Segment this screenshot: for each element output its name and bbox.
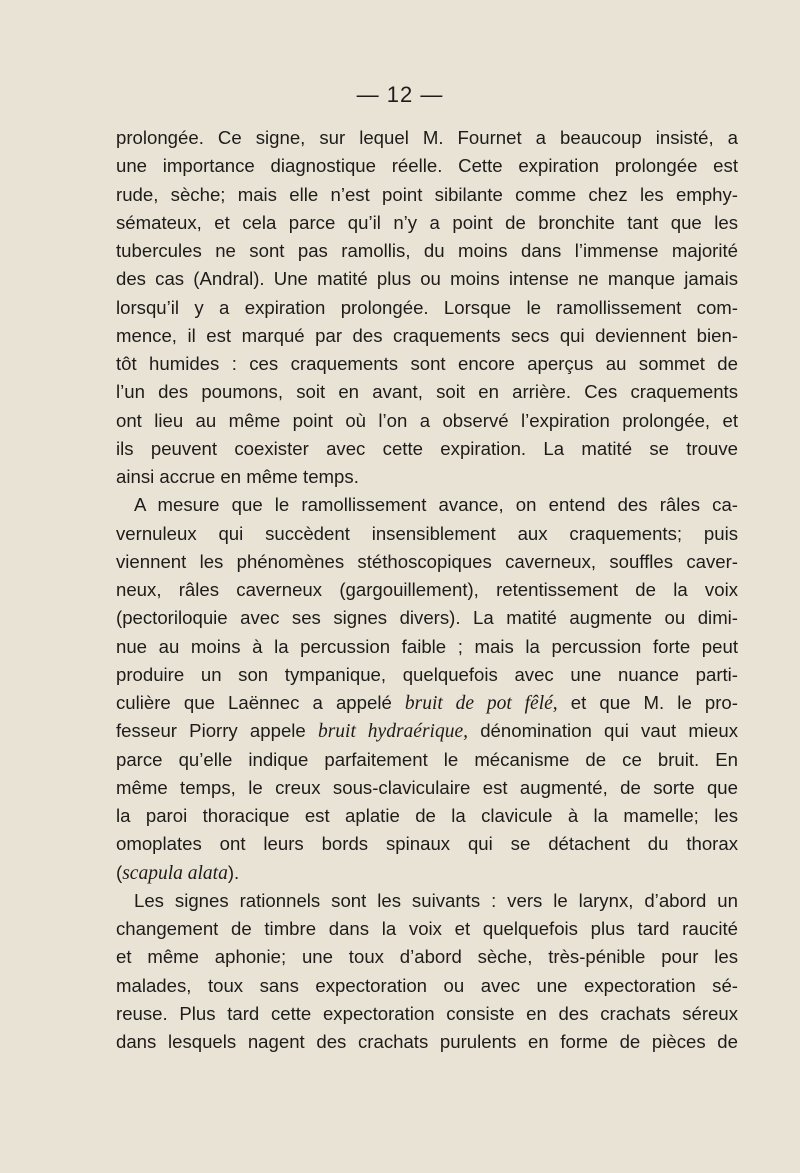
italic-term: scapula alata (122, 862, 228, 884)
text-line (116, 463, 738, 491)
text-line (116, 181, 738, 209)
text-line (116, 915, 738, 943)
line-text: culière que Laënnec a appelé (116, 692, 405, 713)
body-text (116, 124, 738, 1056)
line-text: tubercules ne sont pas ramollis, du moins dans l’immense majorité (116, 240, 738, 261)
text-line (116, 491, 738, 519)
line-text: ( (116, 861, 123, 883)
text-line (116, 576, 738, 604)
line-text: parce qu’elle indique parfaitement le mécanisme de ce bruit. En (116, 748, 738, 770)
line-text: mence, il est marqué par des craquements secs qui deviennent bien- (116, 324, 738, 346)
text-line (116, 633, 738, 661)
italic-term: bruit de pot fêlé, (404, 693, 558, 714)
text-line (116, 859, 738, 887)
text-line (116, 124, 738, 152)
line-text: des cas (Andral). Une matité plus ou moins intense ne manque jamais (116, 268, 738, 290)
text-line (116, 378, 738, 406)
text-line (116, 152, 738, 180)
text-line (116, 689, 738, 717)
italic-term: bruit hydraérique, (317, 721, 468, 743)
line-text: A mesure que le ramollissement avance, on entend des râles ca- (134, 494, 738, 516)
text-line (116, 209, 738, 237)
line-text: sémateux, et cela parce qu’il n’y a point de bronchite tant que les (116, 211, 738, 233)
text-line (116, 435, 738, 463)
line-text: viennent les phénomènes stéthoscopiques caverneux, souffles caver- (116, 550, 738, 572)
line-text: ainsi accrue en même temps. (116, 466, 359, 487)
line-text: dans lesquels nagent des crachats purulents en forme de pièces de (116, 1031, 738, 1052)
text-line (116, 802, 738, 830)
line-text: fesseur Piorry appele (116, 720, 318, 742)
line-text: neux, râles caverneux (gargouillement), retentissement de la voix (116, 579, 738, 600)
line-text: une importance diagnostique réelle. Cette expiration prolongée est (116, 155, 738, 177)
text-line (116, 520, 738, 548)
line-text: lorsqu’il y a expiration prolongée. Lorsque le ramollissement com- (116, 296, 738, 318)
line-text: produire un son tympanique, quelquefois avec une nuance parti- (116, 663, 738, 685)
line-text-continued: et que M. le pro- (557, 692, 738, 713)
text-line (116, 350, 738, 378)
line-text: l’un des poumons, soit en avant, soit en arrière. Ces craquements (116, 381, 738, 403)
line-text: changement de timbre dans la voix et quelquefois plus tard raucité (116, 918, 738, 939)
text-line (116, 1028, 738, 1056)
line-text-continued: ). (227, 861, 240, 883)
line-text: Les signes rationnels sont les suivants : vers le larynx, d’abord un (134, 889, 738, 911)
text-line (116, 1000, 738, 1028)
text-line (116, 943, 738, 971)
line-text: tôt humides : ces craquements sont encore aperçus au sommet de (116, 353, 738, 374)
line-text: même temps, le creux sous-claviculaire est augmenté, de sorte que (116, 776, 738, 798)
line-text: vernuleux qui succèdent insensiblement aux craquements; puis (116, 522, 738, 544)
text-line (116, 294, 738, 322)
line-text: nue au moins à la percussion faible ; mais la percussion forte peut (116, 635, 738, 657)
text-line (116, 604, 738, 632)
line-text: et même aphonie; une toux d’abord sèche, très-pénible pour les (116, 946, 738, 968)
text-line (116, 717, 738, 745)
text-line (116, 972, 738, 1000)
line-text: rude, sèche; mais elle n’est point sibilante comme chez les emphy- (116, 183, 738, 205)
text-line (116, 265, 738, 293)
text-line (116, 237, 738, 265)
page-number: — 12 — (356, 82, 444, 107)
line-text: ils peuvent coexister avec cette expiration. La matité se trouve (116, 437, 738, 459)
text-line (116, 830, 738, 858)
text-line (116, 746, 738, 774)
text-line (116, 407, 738, 435)
line-text: omoplates ont leurs bords spinaux qui se détachent du thorax (116, 833, 738, 855)
text-line (116, 548, 738, 576)
line-text: reuse. Plus tard cette expectoration consiste en des crachats séreux (116, 1002, 738, 1024)
text-line (116, 887, 738, 915)
line-text: (pectoriloquie avec ses signes divers). La matité augmente ou dimi- (116, 607, 738, 629)
line-text: prolongée. Ce signe, sur lequel M. Fournet a beaucoup insisté, a (116, 127, 738, 148)
text-line (116, 774, 738, 802)
text-line (116, 322, 738, 350)
line-text: ont lieu au même point où l’on a observé l’expiration prolongée, et (116, 409, 738, 431)
line-text-continued: dénomination qui vaut mieux (468, 720, 738, 742)
line-text: la paroi thoracique est aplatie de la clavicule à la mamelle; les (116, 805, 738, 826)
text-line (116, 661, 738, 689)
line-text: malades, toux sans expectoration ou avec une expectoration sé- (116, 974, 738, 996)
